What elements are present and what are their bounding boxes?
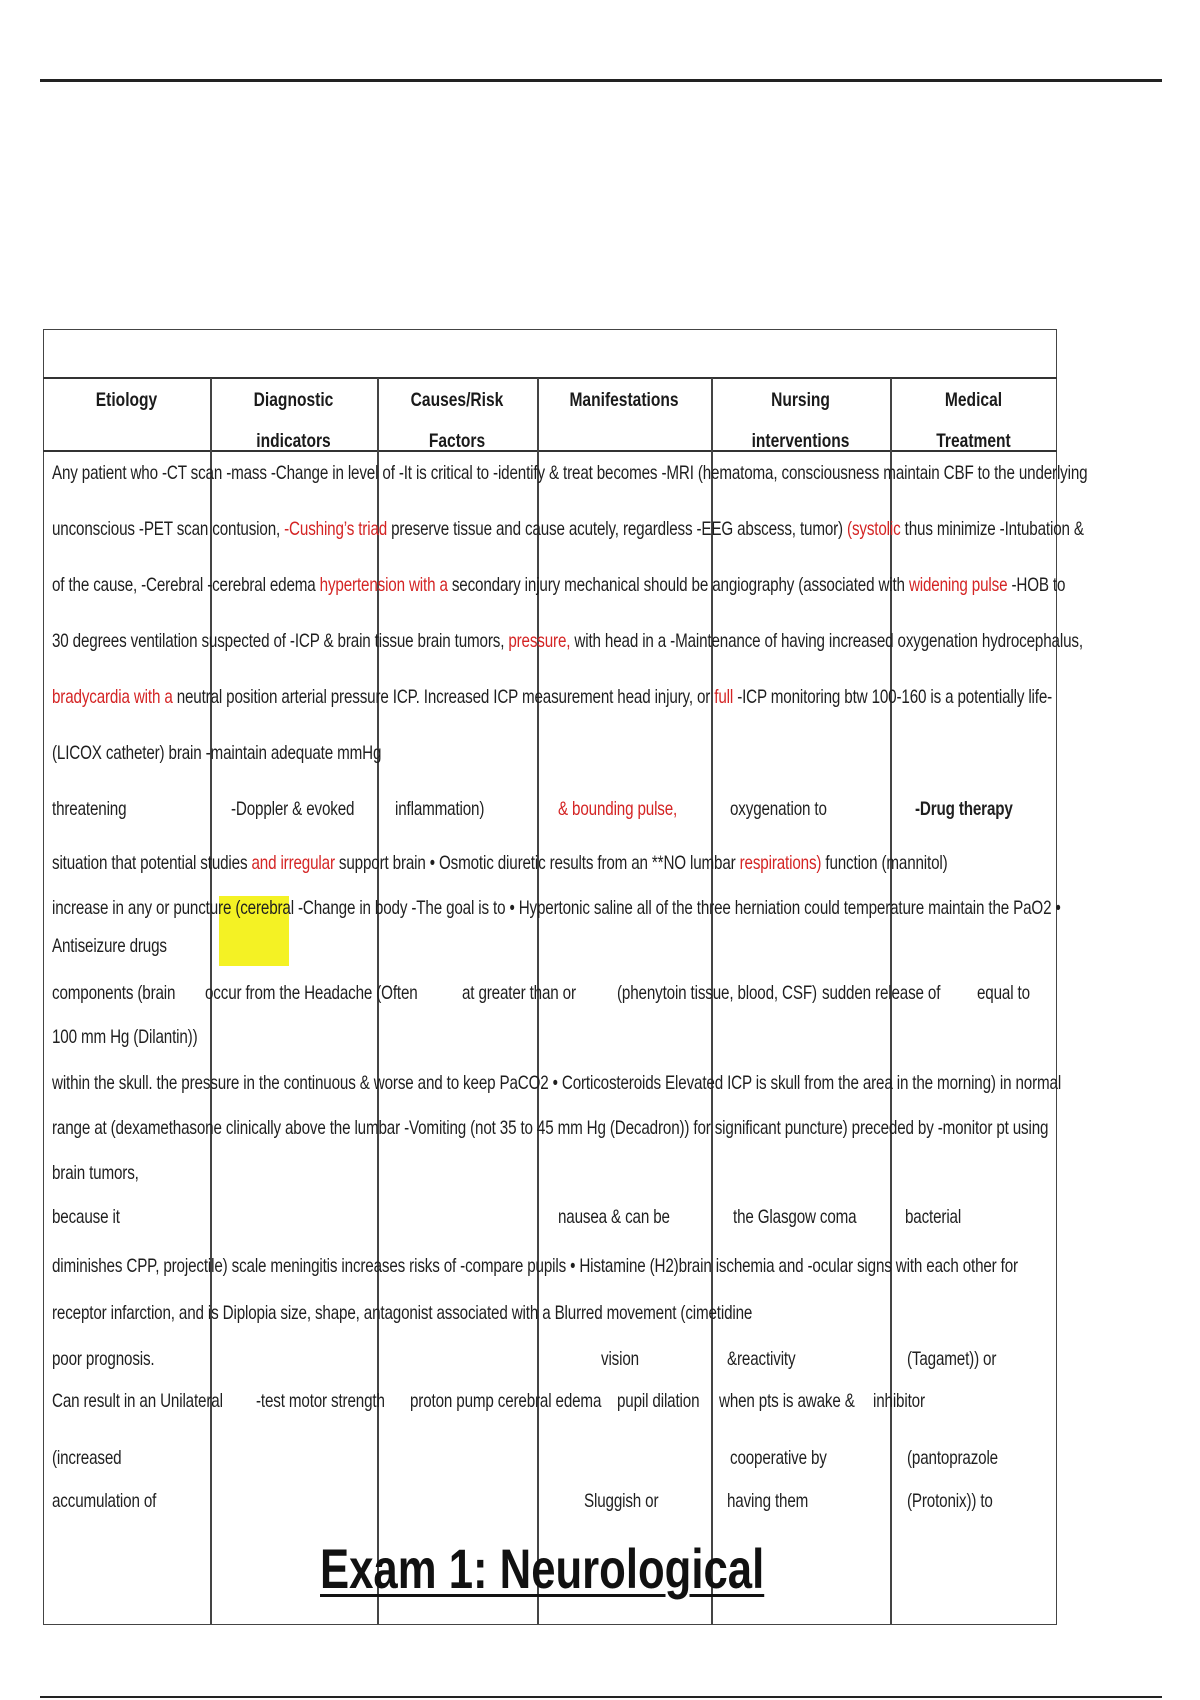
table-text-line: bradycardia with a neutral position arterial pressure ICP. Increased ICP measurement head injury, or full -ICP monitoring btw 100-160 is a potentially life- — [52, 686, 1053, 708]
table-text-line: Any patient who -CT scan -mass -Change in level of -It is critical to -identify & treat becomes -MRI (hematoma, consciousness maintain CBF to the underlying — [52, 462, 1088, 484]
table-text-line: pupil dilation — [617, 1390, 700, 1412]
table-text-line: Antiseizure drugs — [52, 935, 167, 957]
table-text-line: 30 degrees ventilation suspected of -ICP & brain tissue brain tumors, pressure, with head in a -Maintenance of having increased oxygenation hydrocephalus, — [52, 630, 1083, 652]
table-text-line: accumulation of — [52, 1490, 157, 1512]
table-text-line: components (brain — [52, 982, 176, 1004]
table-text-line: (increased — [52, 1447, 122, 1469]
table-text-line: proton pump cerebral edema — [410, 1390, 602, 1412]
table-text-line: vision — [601, 1348, 639, 1370]
table-text-line: unconscious -PET scan contusion, -Cushing’s triad preserve tissue and cause acutely, regardless -EEG abscess, tumor) (systolic thus minimize -Intubation & — [52, 518, 1084, 540]
table-text-line: equal to — [977, 982, 1030, 1004]
table-text-line: the Glasgow coma — [733, 1206, 857, 1228]
table-text-line: -Doppler & evoked — [231, 798, 355, 820]
table-text-line: receptor infarction, and is Diplopia size, shape, antagonist associated with a Blurred movement (cimetidine — [52, 1302, 753, 1324]
table-text-line: bacterial — [905, 1206, 962, 1228]
table-text-line: when pts is awake & — [719, 1390, 855, 1412]
table-text-line: -test motor strength — [256, 1390, 385, 1412]
table-text-line: & bounding pulse, — [558, 798, 678, 820]
table-text-line: Can result in an Unilateral — [52, 1390, 223, 1412]
table-text-line: nausea & can be — [558, 1206, 670, 1228]
table-text-line: 100 mm Hg (Dilantin)) — [52, 1026, 198, 1048]
table-text-line: cooperative by — [730, 1447, 827, 1469]
table-text-line: (LICOX catheter) brain -maintain adequate mmHg — [52, 742, 382, 764]
table-text-line: brain tumors, — [52, 1162, 139, 1184]
table-text-line: (Protonix)) to — [907, 1490, 993, 1512]
table-text-line: occur from the Headache (Often — [205, 982, 418, 1004]
table-text-line: at greater than or — [462, 982, 576, 1004]
table-text-line: Sluggish or — [584, 1490, 659, 1512]
table-text-line: (pantoprazole — [907, 1447, 998, 1469]
bottom-rule — [40, 1696, 1162, 1698]
header-causes-risk-factors: Causes/Risk Factors — [410, 390, 504, 452]
table-text-line: (phenytoin tissue, blood, CSF) — [617, 982, 817, 1004]
table-text-line: increase in any or puncture (cerebral -Change in body -The goal is to • Hypertonic saline all of the three herniation could temperature maintain the PaO2 • — [52, 897, 1061, 919]
table-text-line: diminishes CPP, projectile) scale meningitis increases risks of -compare pupils • Histamine (H2)brain ischemia and -ocular signs with each other for — [52, 1255, 1018, 1277]
header-nursing-interventions: Nursing interventions — [751, 390, 850, 452]
table-text-line: threatening — [52, 798, 127, 820]
table-text-line: because it — [52, 1206, 120, 1228]
header-medical-treatment: Medical Treatment — [936, 390, 1011, 452]
table-text-line: oxygenation to — [730, 798, 827, 820]
table-text-line: poor prognosis. — [52, 1348, 155, 1370]
top-rule — [40, 79, 1162, 82]
table-title-row-divider — [43, 377, 1057, 379]
table-text-line: inflammation) — [395, 798, 485, 820]
table-text-line: having them — [727, 1490, 809, 1512]
document-title: Exam 1: Neurological — [320, 1537, 765, 1600]
table-text-line: of the cause, -Cerebral -cerebral edema hypertension with a secondary injury mechanical should be angiography (associated with widening pulse -HOB to — [52, 574, 1066, 596]
table-text-line: situation that potential studies and irregular support brain • Osmotic diuretic results from an **NO lumbar respirations) function (mannitol) — [52, 852, 948, 874]
table-text-line: range at (dexamethasone clinically above the lumbar -Vomiting (not 35 to 45 mm Hg (Decadron)) for significant puncture) preceded by -monitor pt using — [52, 1117, 1049, 1139]
table-text-line: (Tagamet)) or — [907, 1348, 997, 1370]
header-etiology: Etiology — [95, 390, 158, 411]
table-text-line: within the skull. the pressure in the continuous & worse and to keep PaCO2 • Corticosteroids Elevated ICP is skull from the area in the morning) in normal — [52, 1072, 1062, 1094]
table-text-line: &reactivity — [727, 1348, 796, 1370]
table-text-line: inhibitor — [873, 1390, 925, 1412]
header-manifestations: Manifestations — [569, 390, 679, 411]
table-text-line: sudden release of — [822, 982, 941, 1004]
table-text-line: -Drug therapy — [915, 798, 1013, 820]
header-diagnostic-indicators: Diagnostic indicators — [253, 390, 334, 452]
